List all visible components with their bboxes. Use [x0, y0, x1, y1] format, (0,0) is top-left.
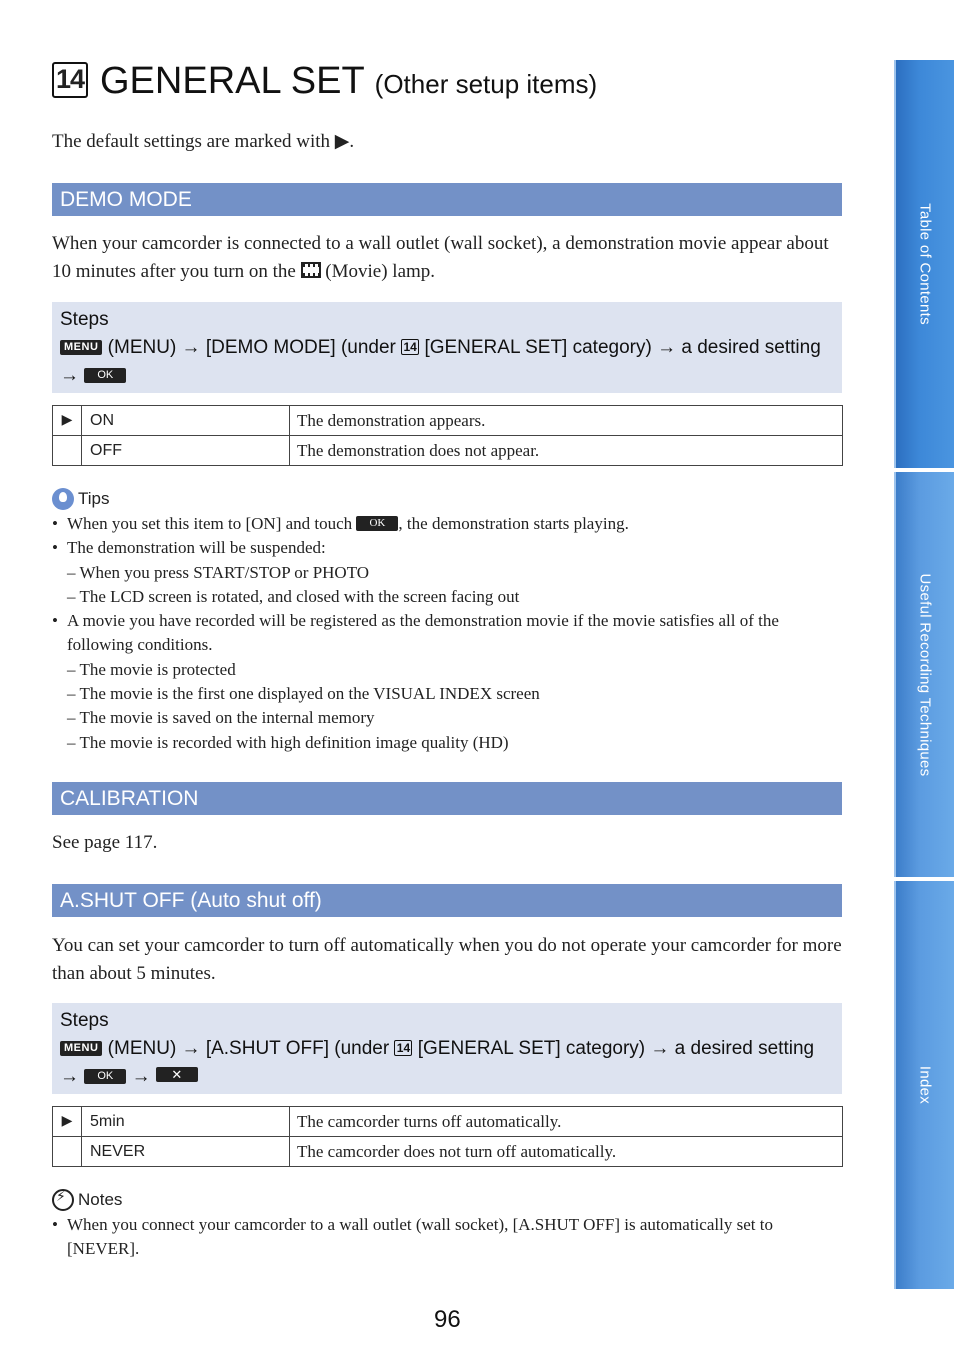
default-marker-icon: [53, 436, 82, 466]
calibration-heading: CALIBRATION: [52, 782, 842, 815]
demo-mode-steps: [52, 302, 842, 393]
ok-button-icon: OK: [356, 516, 398, 531]
notes-header: [52, 1189, 122, 1211]
ashutoff-body: You can set your camcorder to turn off automatically when you do not operate your camcorder for more than about 5 minutes.: [52, 935, 842, 984]
list-sub-item: – The movie is recorded with high definition image quality (HD): [67, 732, 509, 752]
option-name: ON: [82, 406, 290, 436]
list-item: • When you connect your camcorder to a wall outlet (wall socket), [A.SHUT OFF] is automatically set to [NEVER].: [52, 1213, 842, 1262]
intro-text: The default settings are marked with ▶.: [52, 131, 355, 152]
table-row: [53, 406, 843, 436]
general-set-icon: 14: [394, 1040, 412, 1056]
notes-label: Notes: [78, 1190, 123, 1209]
list-sub-item: – The LCD screen is rotated, and closed with the screen facing out: [67, 586, 520, 606]
ok-button-icon[interactable]: OK: [84, 1069, 126, 1084]
tips-list: [52, 512, 842, 755]
default-marker-icon: [53, 1137, 82, 1167]
demo-mode-options-table: [52, 405, 843, 466]
list-item: • When you set this item to [ON] and touch OK , the demonstration starts playing.: [52, 512, 842, 536]
demo-mode-heading: DEMO MODE: [52, 183, 842, 216]
calibration-body[interactable]: See page 117.: [52, 832, 158, 853]
lightbulb-icon: [52, 488, 74, 510]
demo-mode-body: When your camcorder is connected to a wall outlet (wall socket), a demonstration movie appear about 10 minutes after you turn on the (Movie) lamp.: [52, 233, 829, 282]
list-sub-item: – The movie is the first one displayed on the VISUAL INDEX screen: [67, 684, 540, 704]
default-marker-icon: ▶: [53, 406, 82, 436]
table-row: [53, 1137, 843, 1167]
sidebar-tab-label: Index: [916, 1065, 934, 1105]
steps-label: Steps: [60, 309, 109, 330]
default-marker-icon: ▶: [53, 1107, 82, 1137]
sidebar-tab-label: Useful Recording Techniques: [916, 573, 934, 776]
menu-icon[interactable]: MENU: [60, 1041, 102, 1056]
sidebar-tab-label: Table of Contents: [916, 203, 934, 325]
option-name: NEVER: [82, 1137, 290, 1167]
sidebar-tab-table-of-contents[interactable]: [894, 60, 954, 468]
page-header: [52, 58, 597, 104]
tips-header: [52, 488, 110, 510]
warning-icon: [52, 1189, 74, 1211]
table-row: [53, 436, 843, 466]
list-item: • The demonstration will be suspended:: [52, 536, 842, 560]
option-description: The demonstration appears.: [290, 406, 843, 436]
steps-instruction: MENU (MENU) → [A.SHUT OFF] (under 14 [GENERAL SET] category) → a desired setting → OK → ✕: [60, 1038, 815, 1087]
ashutoff-steps: [52, 1003, 842, 1094]
list-sub-item: – The movie is saved on the internal memory: [67, 708, 375, 728]
ashutoff-options-table: [52, 1106, 843, 1167]
section-number-icon: 14: [52, 62, 88, 98]
table-row: [53, 1107, 843, 1137]
list-sub-item: – The movie is protected: [67, 659, 236, 679]
list-sub-item: – When you press START/STOP or PHOTO: [67, 562, 370, 582]
sidebar-tab-index[interactable]: [894, 881, 954, 1289]
option-name: OFF: [82, 436, 290, 466]
menu-icon[interactable]: MENU: [60, 340, 102, 355]
list-item: • A movie you have recorded will be registered as the demonstration movie if the movie satisfies all of the following conditions.: [52, 609, 842, 658]
close-icon[interactable]: ✕: [156, 1067, 198, 1082]
page-subtitle: (Other setup items): [374, 69, 598, 99]
page-title: GENERAL SET: [100, 60, 365, 102]
ok-button-icon[interactable]: OK: [84, 368, 126, 383]
steps-instruction: MENU (MENU) → [DEMO MODE] (under 14 [GENERAL SET] category) → a desired setting → OK: [60, 337, 821, 386]
steps-label: Steps: [60, 1010, 109, 1031]
option-description: The demonstration does not appear.: [290, 436, 843, 466]
tips-label: Tips: [78, 489, 110, 508]
ashutoff-heading: A.SHUT OFF (Auto shut off): [52, 884, 842, 917]
general-set-icon: 14: [401, 339, 419, 355]
movie-icon: [301, 262, 321, 278]
option-description: The camcorder does not turn off automatically.: [290, 1137, 843, 1167]
page-number: 96: [434, 1306, 461, 1333]
option-description: The camcorder turns off automatically.: [290, 1107, 843, 1137]
sidebar-tab-useful-recording-techniques[interactable]: [894, 472, 954, 877]
notes-list: [52, 1213, 842, 1262]
option-name: 5min: [82, 1107, 290, 1137]
